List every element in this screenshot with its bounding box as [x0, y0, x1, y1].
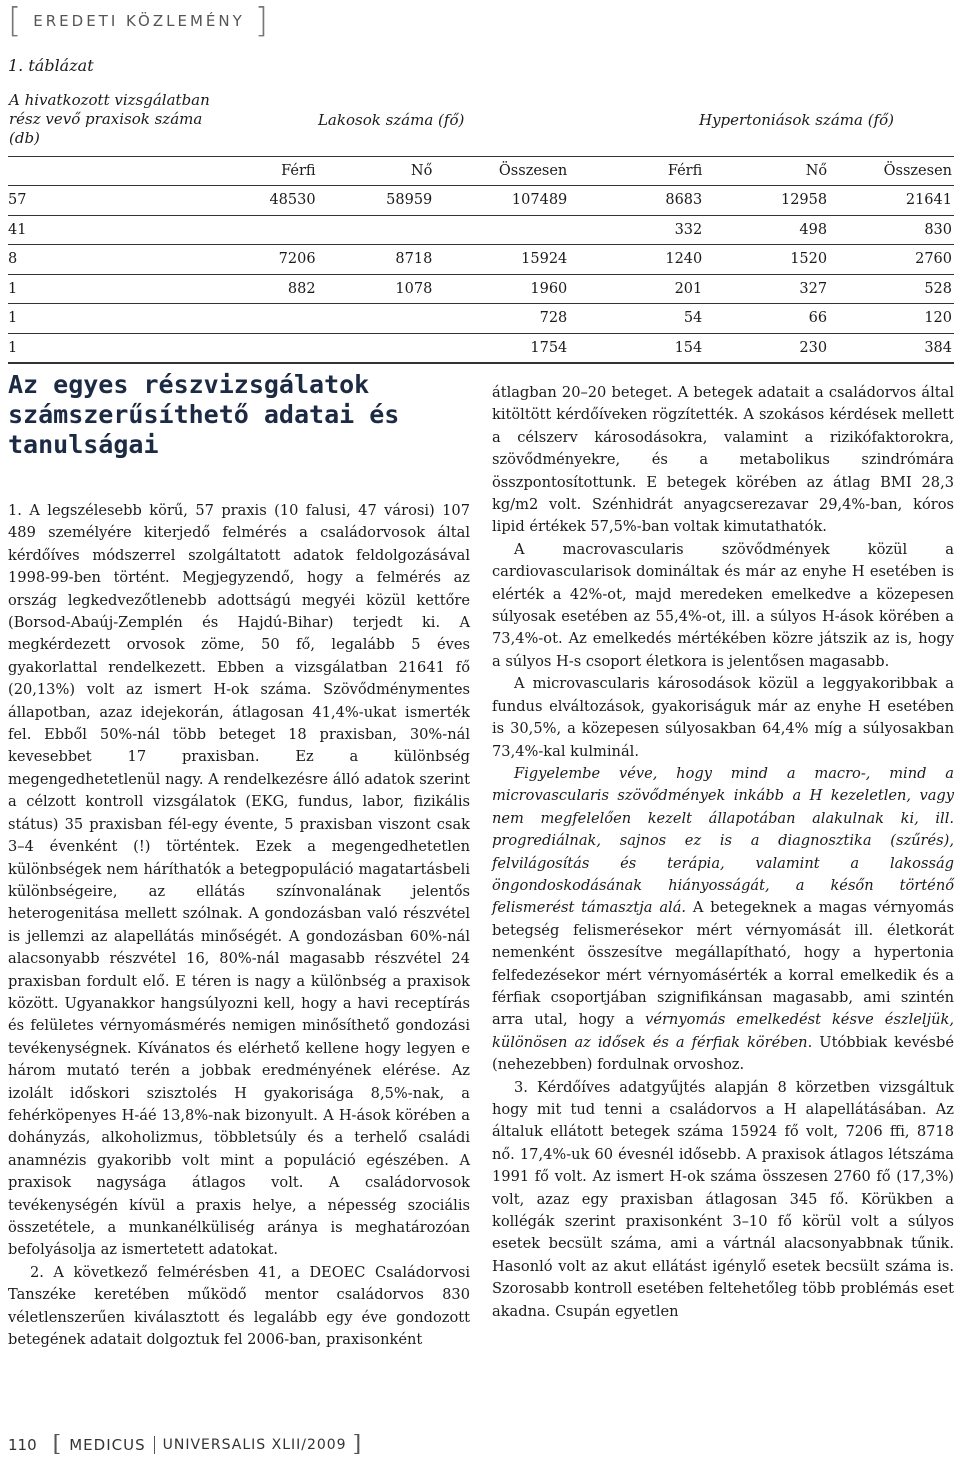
table-cell: [318, 304, 435, 334]
table-cell: 1: [8, 274, 213, 304]
table-cell: [318, 215, 435, 245]
table-cell: 8: [8, 245, 213, 275]
plain-text: A betegeknek a magas vérnyomás betegség felismerésekor mért vérnyomását ill. életkorát nemenként összesítve megállapítható, hogy a hypertonia felfedezésekor mért vérnyomásérték a korral emelkedik és a férfiak csoportjában szignifikánsan magasabb, ami szintén arra utal, hogy a: [492, 899, 954, 1029]
subheader-cell: Nő: [704, 157, 829, 186]
subheader-cell: Összesen: [829, 157, 954, 186]
table-cell: 1520: [704, 245, 829, 275]
table-title: 1. táblázat: [8, 56, 94, 75]
table-cell: 57: [8, 186, 213, 216]
table-cell: 120: [829, 304, 954, 334]
table-cell: [318, 333, 435, 363]
table-cell: [434, 215, 569, 245]
page-number: 110: [8, 1435, 37, 1454]
subheader-cell: Nő: [318, 157, 435, 186]
table-cell: 8718: [318, 245, 435, 275]
left-column: [8, 500, 470, 1351]
section-header: [8, 1, 269, 41]
table-cell: 830: [829, 215, 954, 245]
table-row: [8, 333, 954, 363]
table-cell: 107489: [434, 186, 569, 216]
table-cell: 7206: [213, 245, 318, 275]
table-cell: 528: [829, 274, 954, 304]
italic-text: Figyelembe véve, hogy mind a macro-, mind a microvascularis szövődmények inkább a H kezeletlen, vagy nem megfelelően kezelt állapotában alakulnak ki, ill. progrediálnak, sajnos ez is a diagnosztika (szűrés), felvilágosítás és terápia, valamint a lakosság öngondoskodásának hiányosságát, a későn történő felismerést támasztja alá.: [492, 764, 954, 917]
table-cell: [213, 333, 318, 363]
header-lakosok: Lakosok száma (fő): [213, 84, 569, 157]
paragraph: 2. A következő felmérésben 41, a DEOEC Családorvosi Tanszéke keretében működő mentor családorvos 830 véletlenszerűen kiválasztott és legalább egy éve gondozott betegének adatait dolgoztuk fel 2006-ban, praxisonként: [8, 1263, 470, 1349]
paragraph: [492, 763, 954, 1077]
section-heading: Az egyes részvizsgálatok számszerűsíthető adatai és tanulságai: [8, 370, 400, 459]
table-cell: 1754: [434, 333, 569, 363]
table-cell: 201: [569, 274, 704, 304]
table-cell: 15924: [434, 245, 569, 275]
table-cell: [213, 215, 318, 245]
table-cell: [213, 304, 318, 334]
page-footer: [8, 1432, 361, 1457]
data-table: [8, 84, 954, 364]
table-cell: 58959: [318, 186, 435, 216]
italic-text: vérnyomás emelkedést késve észleljük, különösen az idősek és a férfiak körében.: [492, 1011, 955, 1051]
table-cell: 21641: [829, 186, 954, 216]
close-bracket-icon: ]: [352, 1432, 362, 1457]
table-cell: 1240: [569, 245, 704, 275]
table-cell: 66: [704, 304, 829, 334]
paragraph: A macrovascularis szövődmények közül a cardiovascularisok domináltak és már az enyhe H esetében is elérték a 42%-ot, majd meredeken emelkedve a közepesen súlyosak esetében az 55,4%-ot, ill. a súlyos H-ások körében a 73,4%-ot. Az emelkedés mértékében közre játszik az is, hogy a súlyos H-s csoport életkora is jelentősen magasabb.: [492, 540, 954, 670]
table-cell: 8683: [569, 186, 704, 216]
table-row: [8, 304, 954, 334]
table-cell: 1960: [434, 274, 569, 304]
table-cell: 1078: [318, 274, 435, 304]
header-praxis: A hivatkozott vizsgálatban rész vevő praxisok száma (db): [8, 84, 213, 157]
table-cell: 12958: [704, 186, 829, 216]
table-cell: 498: [704, 215, 829, 245]
journal-issue: UNIVERSALIS XLII/2009: [162, 1436, 347, 1453]
plain-text: Utóbbiak kevésbé (nehezebben) fordulnak orvoshoz.: [492, 1033, 955, 1074]
table-cell: 2760: [829, 245, 954, 275]
table-cell: 384: [829, 333, 954, 363]
table-cell: 332: [569, 215, 704, 245]
table-cell: 728: [434, 304, 569, 334]
header-hypertonias: Hypertoniások száma (fő): [569, 84, 954, 157]
journal-name: MEDICUS: [69, 1435, 146, 1454]
table-cell: 1: [8, 333, 213, 363]
subheader-cell: Összesen: [434, 157, 569, 186]
table-cell: 54: [569, 304, 704, 334]
paragraph: 3. Kérdőíves adatgyűjtés alapján 8 körzetben vizsgáltuk hogy mit tud tenni a családorvos a H alapellátásában. Az általuk ellátott betegek száma 15924 fő volt, 7206 ffi, 8718 nő. 17,4%-uk 60 évesnél idősebb. A praxisok átlagos létszáma 1991 fő volt. Az ismert H-ok száma összesen 2760 fő (17,3%) volt, azaz egy praxisban átlagosan 345 fő. Körükben a kollégák szerint praxisonként 3–10 fő körül volt a súlyos esetek becsült száma, ami a vártnál alacsonyabbnak tűnik. Hasonló volt az akut ellátást igénylő esetek becsült száma is. Szorosabb kontroll esetében feltehetőleg több problémás eset akadna. Csupán egyetlen: [492, 1078, 954, 1320]
paragraph: 1. A legszélesebb körű, 57 praxis (10 falusi, 47 városi) 107 489 személyére kiterjedő felmérés a családorvosok által kérdőíves módszerrel szolgáltatott adatok feldolgozásával 1998-99-ben történt. Megjegyzendő, hogy a felmérés az ország legkedvezőtlenebb adottságú megyéi közül kettőre (Borsod-Abaúj-Zemplén és Hajdú-Bihar) terjedt ki. A megkérdezett orvosok zöme, 50 fő, legalább 5 éves gyakorlattal rendelkezett. Ebben a vizsgálatban 21641 fő (20,13%) volt az ismert H-ok száma. Szövődménymentes állapotban, azaz idejekorán, átlagosan 41,4%-ukat ismerték fel. Ebből 50%-nál több beteget 18 praxisban, 30%-nál kevesebbet 17 praxisban. Ez a különbség megengedhetetlenül nagy. A rendelkezésre álló adatok szerint a célzott kontroll vizsgálatok (EKG, fundus, labor, fizikális státus) 35 praxisban fél-egy évente, 5 praxisban viszont csak 3–4 évenként (!) történtek. Ezek a megengedhetetlen különbségek nem háríthatók a betegpopuláció magatartásbeli különbségeire, az ellátás színvonalának jelentős heterogenitása mellett szólnak. A gondozásban való részvétel is jellemzi az alapellátás minőségét. A gondozásban 60%-nál alacsonyabb részvétel 16, 80%-nál magasabb részvétel 24 praxisban fordult elő. E téren is nagy a különbség a praxisok között. Ugyanakkor hangsúlyozni kell, hogy a havi receptírás és felületes vérnyomásmérés nemigen minősíthető gondozási tevékenységnek. Kívánatos és elérhető kellene hogy legyen e három mutató terén a jobbak eredményének elérése. Az izolált időskori szisztolés H gyakorisága 8,5%-nak, a fehérköpenyes H-áé 13,8%-nak bizonyult. A H-ások körében a dohányzás, alkoholizmus, többletsúly és a terhelő családi anamnézis gyakoribb volt mint a populáció egészében. A praxisok nagysága átlagos volt. A családorvosok tevékenységén kívül a praxis helye, a népesség szociális összetétele, a munkanélküliség aránya is meghatározóan befolyásolja az ismertetett adatokat.: [8, 502, 470, 1259]
paragraph: átlagban 20–20 beteget. A betegek adatait a családorvos által kitöltött kérdőíveken rögzítették. A szokásos kérdések mellett a célszerv károsodásokra, valamint a rizikófaktorokra, szövődményekre, és a metabolikus szindrómára összpontosítottunk. E betegek körében az átlag BMI 28,3 kg/m2 volt. Szénhidrát anyagcserezavar 29,4%-ban, kóros lipid értékek 57,5%-ban voltak kimutathatók.: [492, 384, 954, 536]
table-cell: 48530: [213, 186, 318, 216]
right-column: [492, 382, 954, 1323]
table-row: [8, 245, 954, 275]
open-bracket-icon: [: [52, 1432, 62, 1457]
table-row: [8, 215, 954, 245]
paragraph: A microvascularis károsodások közül a leggyakoribbak a fundus elváltozások, gyakoriságuk már az enyhe H esetében is 30,5%, a közepesen súlyosakban 64,4% míg a súlyosakban 73,4%-kal kulminál.: [492, 675, 954, 760]
open-bracket-icon: [: [8, 1, 22, 41]
section-label: EREDETI KÖZLEMÉNY: [33, 12, 245, 30]
table-row: [8, 274, 954, 304]
table-row: [8, 186, 954, 216]
table-cell: 230: [704, 333, 829, 363]
subheader-cell: Férfi: [569, 157, 704, 186]
table-cell: 154: [569, 333, 704, 363]
table-cell: 882: [213, 274, 318, 304]
subheader-cell: Férfi: [213, 157, 318, 186]
table-cell: 1: [8, 304, 213, 334]
table-cell: 327: [704, 274, 829, 304]
close-bracket-icon: ]: [254, 1, 269, 41]
table-cell: 41: [8, 215, 213, 245]
header-empty: [8, 157, 213, 186]
